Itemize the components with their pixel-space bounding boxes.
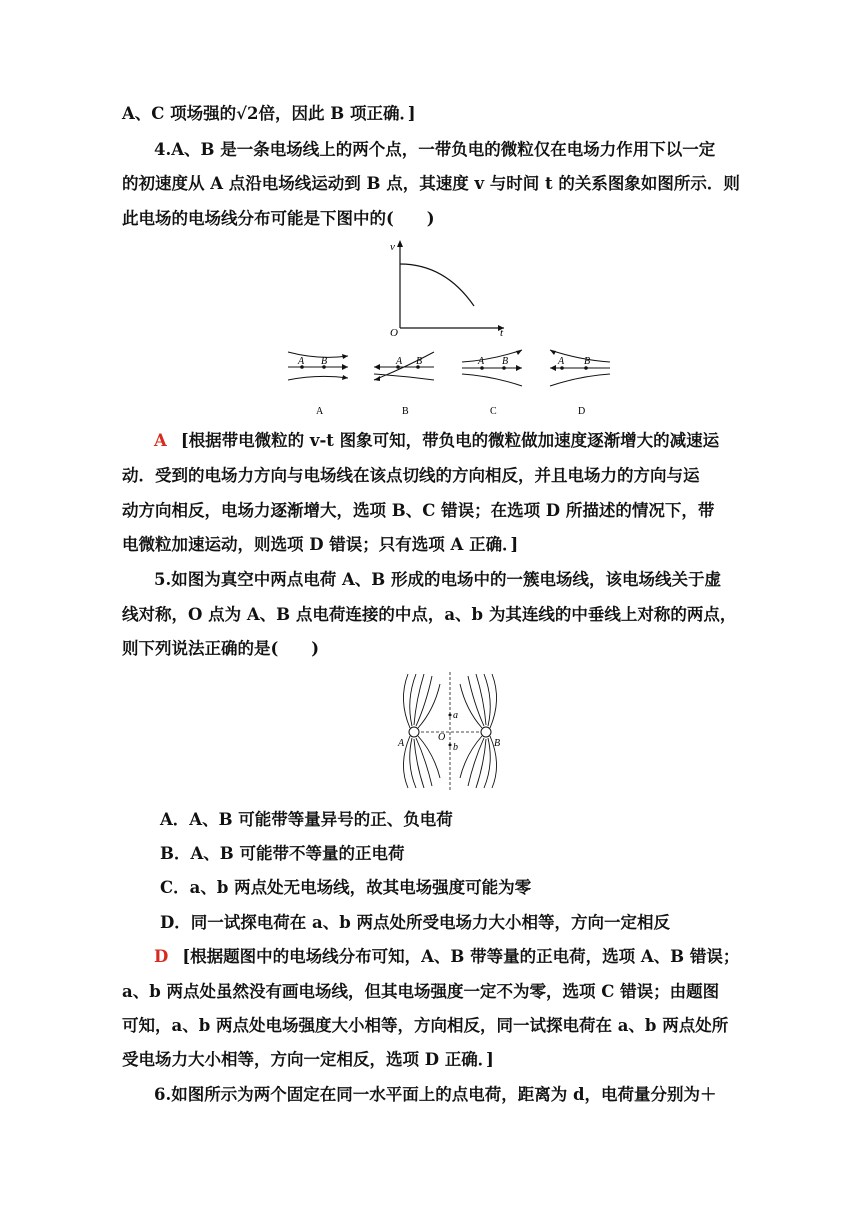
answer-5-line-4: 受电场力大小相等，方向一定相反，选项 D 正确．]: [122, 1050, 494, 1069]
question-4-line-2: 的初速度从 A 点沿电场线运动到 B 点，其速度 v 与时间 t 的关系图象如图所示．则: [122, 174, 740, 193]
point-a-label: A: [478, 356, 485, 367]
option-a: A．A、B 可能带等量异号的正、负电荷: [160, 810, 453, 829]
point-a-label: A: [298, 356, 305, 367]
question-4-line-1: 4.A、B 是一条电场线上的两个点，一带负电的微粒仅在电场力作用下以一定: [154, 140, 716, 159]
answer-5-line-1: D [根据题图中的电场线分布可知，A、B 带等量的正电荷，选项 A、B 错误；: [154, 947, 740, 966]
point-b-label: B: [321, 356, 328, 367]
point-b-label: B: [502, 356, 509, 367]
question-5-line-1: 5.如图为真空中两点电荷 A、B 形成的电场中的一簇电场线，该电场线关于虚: [154, 570, 721, 589]
origin-label: O: [390, 327, 398, 338]
center-o-label: O: [438, 732, 446, 743]
question-5-line-3: 则下列说法正确的是( ): [122, 639, 320, 658]
question-5-line-2: 线对称，O 点为 A、B 点电荷连接的中点，a、b 为其连线的中垂线上对称的两点，: [122, 605, 737, 624]
answer-5-line-2: a、b 两点处虽然没有画电场线，但其电场强度一定不为零，选项 C 错误；由题图: [122, 982, 720, 1001]
t-axis-label: t: [500, 327, 504, 338]
option-d-caption: D: [578, 406, 586, 417]
option-b-diagram: [374, 352, 434, 417]
option-a-caption: A: [316, 406, 324, 417]
charge-a-label: A: [398, 738, 405, 749]
option-c: C．a、b 两点处无电场线，故其电场强度可能为零: [160, 878, 532, 897]
question-6-line-1: 6.如图所示为两个固定在同一水平面上的点电荷，距离为 d，电荷量分别为＋: [154, 1085, 717, 1104]
answer-4-letter: A: [154, 431, 167, 450]
point-a-mark-label: a: [453, 710, 458, 721]
option-b: B．A、B 可能带不等量的正电荷: [160, 844, 405, 863]
v-axis-label: v: [390, 241, 395, 253]
option-d: D．同一试探电荷在 a、b 两点处所受电场力大小相等，方向一定相反: [160, 913, 671, 932]
answer-5-letter: D: [154, 947, 169, 966]
answer-4-line-1: A [根据带电微粒的 v-t 图象可知，带负电的微粒做加速度逐渐增大的减速运: [154, 431, 720, 450]
point-b-mark-label: b: [453, 742, 458, 753]
option-c-caption: C: [490, 406, 497, 417]
field-line-options-figure: [280, 346, 616, 418]
answer-4-line-2: 动．受到的电场力方向与电场线在该点切线的方向相反，并且电场力的方向与运: [122, 466, 700, 485]
text-line: A、C 项场强的√2倍，因此 B 项正确．]: [122, 104, 416, 123]
option-c-diagram: [462, 350, 522, 417]
point-a-label: A: [396, 356, 403, 367]
option-a-diagram: [288, 352, 348, 417]
point-b-label: B: [584, 356, 591, 367]
charge-b-label: B: [494, 738, 501, 749]
point-a-label: A: [558, 356, 565, 367]
option-d-diagram: [550, 350, 610, 417]
answer-4-line-4: 电微粒加速运动，则选项 D 错误；只有选项 A 正确．]: [122, 535, 519, 554]
question-4-line-3: 此电场的电场线分布可能是下图中的( ): [122, 209, 435, 228]
answer-5-line-3: 可知，a、b 两点处电场强度大小相等，方向相反，同一试探电荷在 a、b 两点处所: [122, 1016, 729, 1035]
two-charges-field-figure: [394, 670, 506, 792]
answer-4-line-3: 动方向相反，电场力逐渐增大，选项 B、C 错误；在选项 D 所描述的情况下，带: [122, 501, 715, 520]
vt-graph-figure: [360, 236, 520, 338]
point-b-label: B: [416, 356, 423, 367]
option-b-caption: B: [402, 406, 409, 417]
